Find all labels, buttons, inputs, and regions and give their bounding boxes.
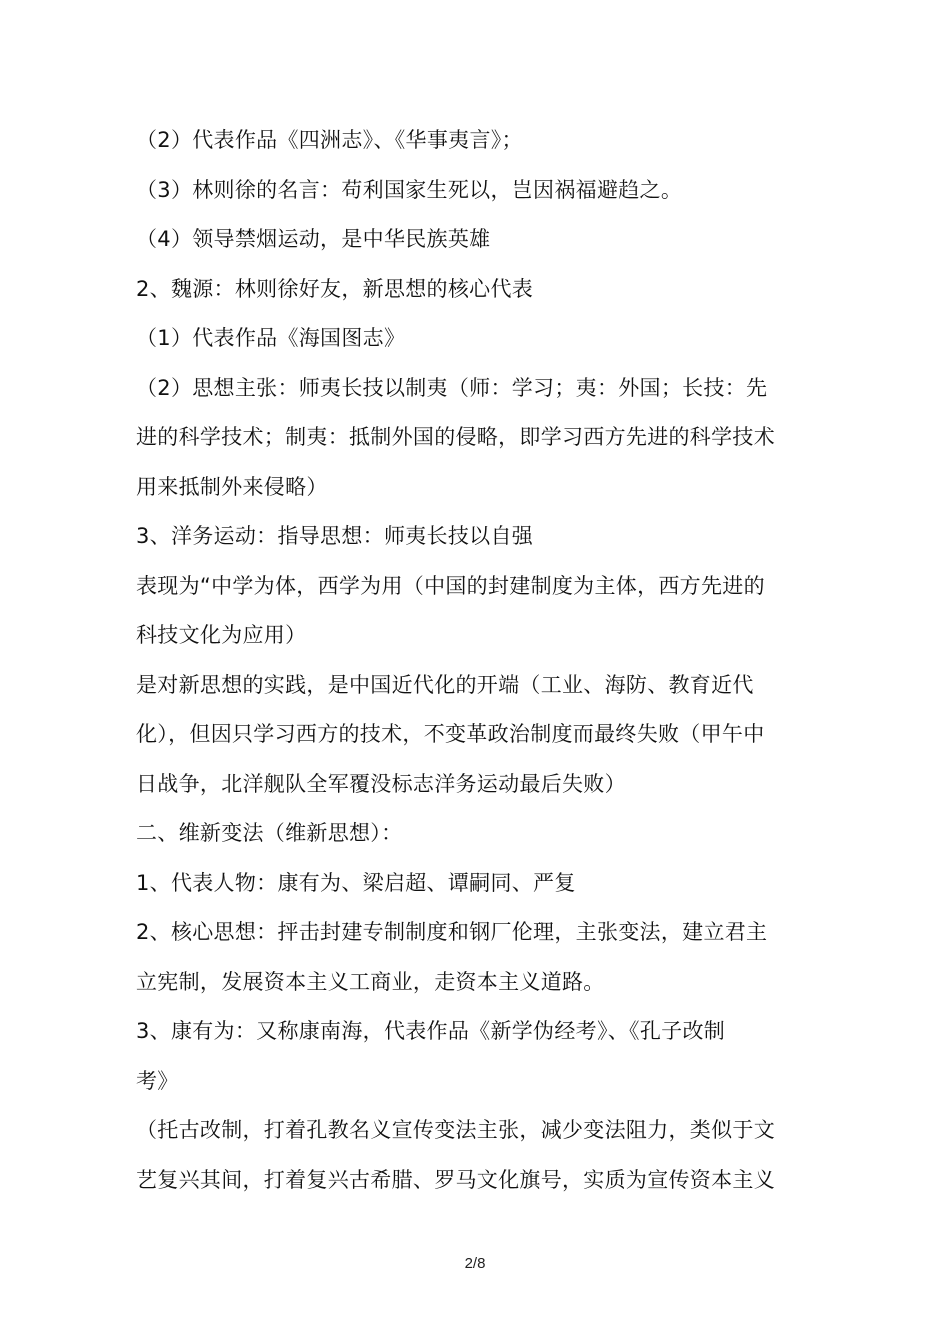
text-line: 2、核心思想：抨击封建专制制度和钢厂伦理，主张变法，建立君主 (136, 920, 768, 944)
text-line: 3、康有为：又称康南海，代表作品《新学伪经考》、《孔子改制 (136, 1019, 726, 1043)
text-line: 3、洋务运动：指导思想：师夷长技以自强 (136, 524, 534, 548)
text-line: 1、代表人物：康有为、梁启超、谭嗣同、严复 (136, 870, 576, 895)
text-line: 化），但因只学习西方的技术，不变革政治制度而最终失败（甲午中 (136, 722, 765, 746)
text-line: 日战争，北洋舰队全军覆没标志洋务运动最后失败） (136, 771, 626, 796)
text-line: 艺复兴其间，打着复兴古希腊、罗马文化旗号，实质为宣传资本主义 (136, 1167, 775, 1192)
page-number: 2/8 (464, 1255, 486, 1272)
text-line: （托古改制，打着孔教名义宣传变法主张，减少变法阻力，类似于文 (136, 1118, 775, 1142)
text-line: （1）代表作品《海国图志》 (136, 326, 406, 350)
text-line: 2、魏源：林则徐好友，新思想的核心代表 (136, 276, 534, 301)
document-body (136, 116, 816, 1205)
text-line: 考》 (136, 1068, 179, 1093)
text-line: 进的科学技术；制夷：抵制外国的侵略，即学习西方先进的科学技术 (136, 425, 775, 449)
text-line: （2）代表作品《四洲志》、《华事夷言》； (136, 128, 523, 152)
text-line: （2）思想主张：师夷长技以制夷（师：学习；夷：外国；长技：先 (136, 375, 768, 400)
text-line: 用来抵制外来侵略） (136, 474, 328, 499)
text-line: 是对新思想的实践，是中国近代化的开端（工业、海防、教育近代 (136, 672, 754, 697)
section-heading: 二、维新变法（维新思想）： (136, 821, 403, 845)
text-line: 科技文化为应用） (136, 623, 307, 647)
text-line: 表现为“中学为体，西学为用（中国的封建制度为主体，西方先进的 (136, 573, 765, 598)
text-line: （3）林则徐的名言：苟利国家生死以，岂因祸福避趋之。 (136, 177, 683, 202)
text-line: 立宪制，发展资本主义工商业，走资本主义道路。 (136, 969, 605, 994)
text-line: （4）领导禁烟运动，是中华民族英雄 (136, 227, 491, 251)
